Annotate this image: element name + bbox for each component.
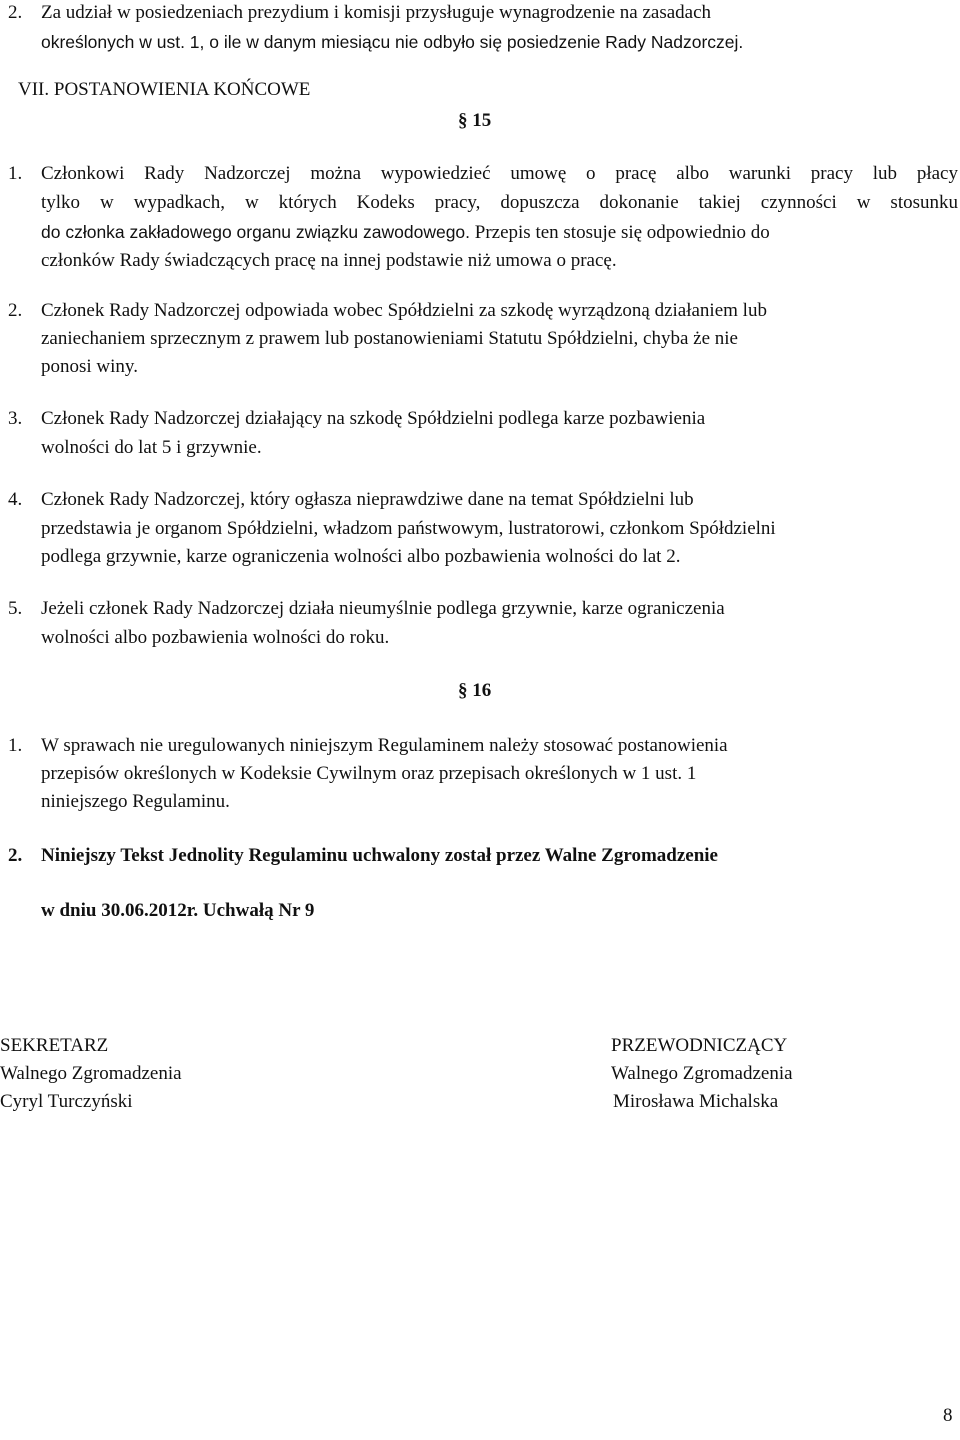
resolution-date-line: w dniu 30.06.2012r. Uchwałą Nr 9 [41,900,315,921]
paragraph-line: wolności do lat 5 i grzywnie. [41,437,262,458]
signature-block-left [0,1032,182,1116]
section-15-label: § 15 [458,110,492,131]
intro-item-line: określonych w ust. 1, o ile w danym miesiącu nie odbyło się posiedzenie Rady Nadzorczej. [41,32,744,52]
signature-name: Mirosława Michalska [613,1091,779,1112]
paragraph-line: zaniechaniem sprzecznym z prawem lub postanowieniami Statutu Spółdzielni, chyba że nie [41,328,738,349]
paragraph-line [41,221,770,244]
item-number: 2. [8,300,23,321]
item-number: 1. [8,735,23,756]
paragraph-line: Członek Rady Nadzorczej działający na szkodę Spółdzielni podlega karze pozbawienia [41,408,706,429]
chapter-heading: VII. POSTANOWIENIA KOŃCOWE [18,79,311,100]
paragraph-line: Jeżeli członek Rady Nadzorczej działa nieumyślnie podlega grzywnie, karze ograniczenia [41,598,725,619]
item-number: 2. [8,845,23,866]
paragraph-line: W sprawach nie uregulowanych niniejszym Regulaminem należy stosować postanowienia [41,735,728,756]
intro-item-number: 2. [8,2,23,23]
paragraph-line-sans-part: do członka zakładowego organu związku zawodowego. [41,222,471,242]
paragraph-line: przepisów określonych w Kodeksie Cywilnym oraz przepisach określonych w 1 ust. 1 [41,763,697,784]
paragraph-line: Członek Rady Nadzorczej odpowiada wobec Spółdzielni za szkodę wyrządzoną działaniem lub [41,300,767,321]
intro-item-line: Za udział w posiedzeniach prezydium i komisji przysługuje wynagrodzenie na zasadach [41,2,712,23]
item-number: 3. [8,408,23,429]
paragraph-line: wolności albo pozbawienia wolności do roku. [41,627,390,648]
paragraph-line: przedstawia je organom Spółdzielni, władzom państwowym, lustratorowi, członkom Spółdzielni [41,518,776,539]
signature-title: PRZEWODNICZĄCY [611,1035,788,1056]
paragraph-line: członków Rady świadczących pracę na innej podstawie niż umowa o pracę. [41,250,617,271]
paragraph-line: Członek Rady Nadzorczej, który ogłasza nieprawdziwe dane na temat Spółdzielni lub [41,489,694,510]
signature-org: Walnego Zgromadzenia [611,1063,793,1084]
paragraph-line-serif-part: Przepis ten stosuje się odpowiednio do [470,222,770,243]
paragraph-line: podlega grzywnie, karze ograniczenia wolności albo pozbawienia wolności do lat 2. [41,546,681,567]
signature-org: Walnego Zgromadzenia [0,1063,182,1084]
item-number: 1. [8,163,23,184]
paragraph-line: Członkowi Rady Nadzorczej można wypowiedzieć umowę o pracę albo warunki pracy lub płacy [41,163,958,184]
signature-name: Cyryl Turczyński [0,1091,133,1112]
signature-block-right [611,1032,793,1116]
item-number: 4. [8,489,23,510]
paragraph-line: ponosi winy. [41,356,138,377]
resolution-line: Niniejszy Tekst Jednolity Regulaminu uchwalony został przez Walne Zgromadzenie [41,845,718,866]
paragraph-line: niniejszego Regulaminu. [41,791,230,812]
paragraph-line: tylko w wypadkach, w których Kodeks pracy, dopuszcza dokonanie takiej czynności w stosunku [41,192,958,213]
section-16-label: § 16 [458,680,492,701]
page-number: 8 [943,1405,953,1426]
signature-title: SEKRETARZ [0,1035,109,1056]
item-number: 5. [8,598,23,619]
